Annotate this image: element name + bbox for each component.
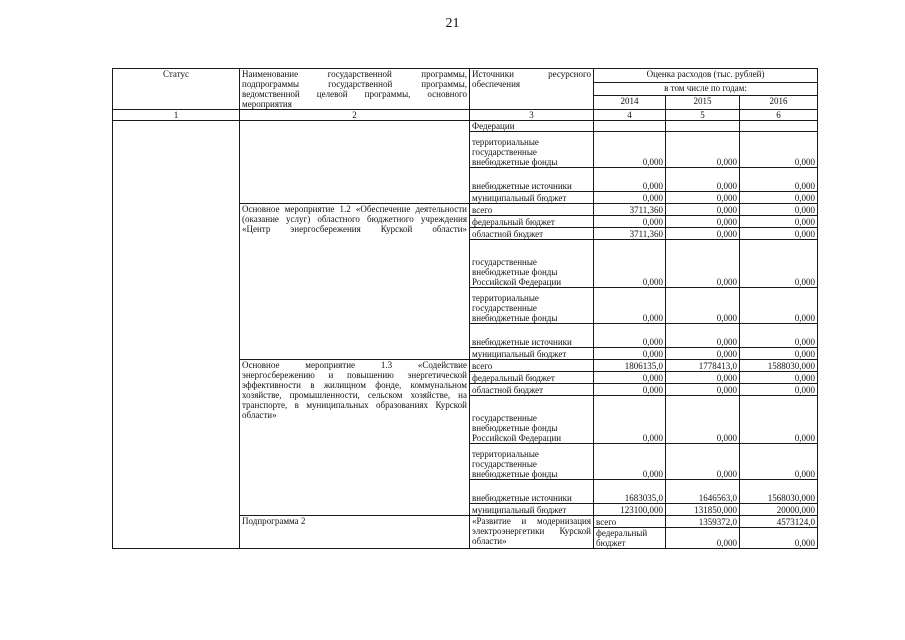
program-name-cell (240, 121, 470, 204)
source-cell: Федерации (470, 121, 594, 132)
amount-cell-2014: 0,000 (666, 528, 740, 549)
column-index-1: 1 (113, 110, 240, 121)
source-cell: территориальные государственные внебюджетные фонды (470, 132, 594, 168)
source-cell: федеральный бюджет (470, 372, 594, 384)
amount-cell-2016: 0,000 (740, 168, 818, 192)
source-cell: всего (470, 360, 594, 372)
source-cell: областной бюджет (470, 384, 594, 396)
amount-cell-2015: 0,000 (666, 204, 740, 216)
source-cell: федеральный бюджет (594, 528, 666, 549)
amount-cell-2014: 1806135,0 (594, 360, 666, 372)
header-source: Источники ресурсного обеспечения (470, 69, 594, 110)
header-estimate: Оценка расходов (тыс. рублей) (594, 69, 818, 83)
amount-cell-2015: 0,000 (666, 240, 740, 288)
source-cell: государственные внебюджетные фонды Российской Федерации (470, 396, 594, 444)
amount-cell-2015: 0,000 (666, 228, 740, 240)
amount-cell-2016: 0,000 (740, 372, 818, 384)
column-index-row (113, 110, 818, 121)
column-index-4: 4 (594, 110, 666, 121)
amount-cell-2016: 0,000 (740, 132, 818, 168)
amount-cell-2015: 0,000 (666, 192, 740, 204)
source-cell: внебюджетные источники (470, 168, 594, 192)
amount-cell-2016: 0,000 (740, 288, 818, 324)
amount-cell-2014: 0,000 (594, 168, 666, 192)
amount-cell-2015: 1778413,0 (666, 360, 740, 372)
amount-cell-2015: 0,000 (666, 132, 740, 168)
amount-cell-2014: 3711,360 (594, 204, 666, 216)
status-cell: Подпрограмма 2 (240, 516, 470, 549)
amount-cell-2016: 0,000 (740, 192, 818, 204)
source-cell: муниципальный бюджет (470, 348, 594, 360)
amount-cell-2014: 0,000 (594, 216, 666, 228)
program-name-cell: Основное мероприятие 1.2 «Обеспечение деятельности (оказание услуг) областного бюджетного учреждения «Центр энергосбережения Курской области» (240, 204, 470, 360)
amount-cell-2016: 0,000 (740, 384, 818, 396)
amount-cell-2014: 0,000 (594, 240, 666, 288)
amount-cell-2016: 0,000 (740, 396, 818, 444)
amount-cell-2016: 0,000 (740, 324, 818, 348)
amount-cell-2015 (666, 121, 740, 132)
page-number: 21 (445, 16, 460, 31)
header-row-1 (113, 69, 818, 83)
amount-cell-2015: 0,000 (740, 528, 818, 549)
amount-cell-2016: 0,000 (740, 444, 818, 480)
amount-cell-2015: 0,000 (666, 348, 740, 360)
amount-cell-2014: 123100,000 (594, 504, 666, 516)
amount-cell-2014: 0,000 (594, 192, 666, 204)
header-by-years: в том числе по годам: (594, 82, 818, 96)
source-cell: территориальные государственные внебюджетные фонды (470, 444, 594, 480)
amount-cell-2016: 1568030,000 (740, 480, 818, 504)
amount-cell-2014: 3711,360 (594, 228, 666, 240)
source-cell: внебюджетные источники (470, 324, 594, 348)
amount-cell-2014: 0,000 (594, 348, 666, 360)
source-cell: федеральный бюджет (470, 216, 594, 228)
amount-cell-2014 (594, 121, 666, 132)
source-cell: муниципальный бюджет (470, 192, 594, 204)
amount-cell-2015: 0,000 (666, 372, 740, 384)
source-cell: областной бюджет (470, 228, 594, 240)
amount-cell-2016: 20000,000 (740, 504, 818, 516)
column-index-3: 3 (470, 110, 594, 121)
amount-cell-2014: 0,000 (594, 132, 666, 168)
amount-cell-2015: 0,000 (666, 384, 740, 396)
amount-cell-2015: 4573124,0 (740, 516, 818, 528)
amount-cell-2015: 131850,000 (666, 504, 740, 516)
amount-cell-2015: 1646563,0 (666, 480, 740, 504)
header-year-2016: 2016 (740, 96, 818, 110)
column-index-6: 6 (740, 110, 818, 121)
amount-cell-2015: 0,000 (666, 324, 740, 348)
program-name-cell: Основное мероприятие 1.3 «Содействие энергосбережению и повышению энергетической эффективности в жилищном фонде, коммунальном хозяйстве, промышленности, сельском хозяйстве, на транспорте, в муниципальных образованиях Курской области» (240, 360, 470, 516)
amount-cell-2016 (740, 121, 818, 132)
carryover-federation-row (113, 121, 818, 132)
amount-cell-2014: 1359372,0 (666, 516, 740, 528)
program-name-cell: «Развитие и модернизация электроэнергетики Курской области» (470, 516, 594, 549)
budget-table (112, 68, 818, 549)
amount-cell-2014: 0,000 (594, 384, 666, 396)
source-cell: всего (470, 204, 594, 216)
amount-cell-2016: 0,000 (740, 216, 818, 228)
amount-cell-2016: 0,000 (740, 348, 818, 360)
source-cell: государственные внебюджетные фонды Российской Федерации (470, 240, 594, 288)
amount-cell-2015: 0,000 (666, 288, 740, 324)
amount-cell-2016: 1588030,000 (740, 360, 818, 372)
source-cell: всего (594, 516, 666, 528)
amount-cell-2015: 0,000 (666, 168, 740, 192)
amount-cell-2014: 0,000 (594, 396, 666, 444)
table-body (113, 69, 818, 549)
amount-cell-2015: 0,000 (666, 444, 740, 480)
source-cell: внебюджетные источники (470, 480, 594, 504)
header-year-2014: 2014 (594, 96, 666, 110)
amount-cell-2016: 0,000 (740, 204, 818, 216)
amount-cell-2015: 0,000 (666, 396, 740, 444)
amount-cell-2016: 0,000 (740, 228, 818, 240)
amount-cell-2015: 0,000 (666, 216, 740, 228)
status-cell (113, 121, 240, 549)
amount-cell-2016: 0,000 (740, 240, 818, 288)
column-index-2: 2 (240, 110, 470, 121)
amount-cell-2014: 0,000 (594, 444, 666, 480)
amount-cell-2014: 0,000 (594, 324, 666, 348)
amount-cell-2014: 1683035,0 (594, 480, 666, 504)
source-cell: муниципальный бюджет (470, 504, 594, 516)
header-year-2015: 2015 (666, 96, 740, 110)
amount-cell-2014: 0,000 (594, 288, 666, 324)
amount-cell-2014: 0,000 (594, 372, 666, 384)
column-index-5: 5 (666, 110, 740, 121)
header-program-name: Наименование государственной программы, подпрограммы государственной программы, ведомственной целевой программы, основного мероприятия (240, 69, 470, 110)
header-status: Статус (113, 69, 240, 110)
source-cell: территориальные государственные внебюджетные фонды (470, 288, 594, 324)
